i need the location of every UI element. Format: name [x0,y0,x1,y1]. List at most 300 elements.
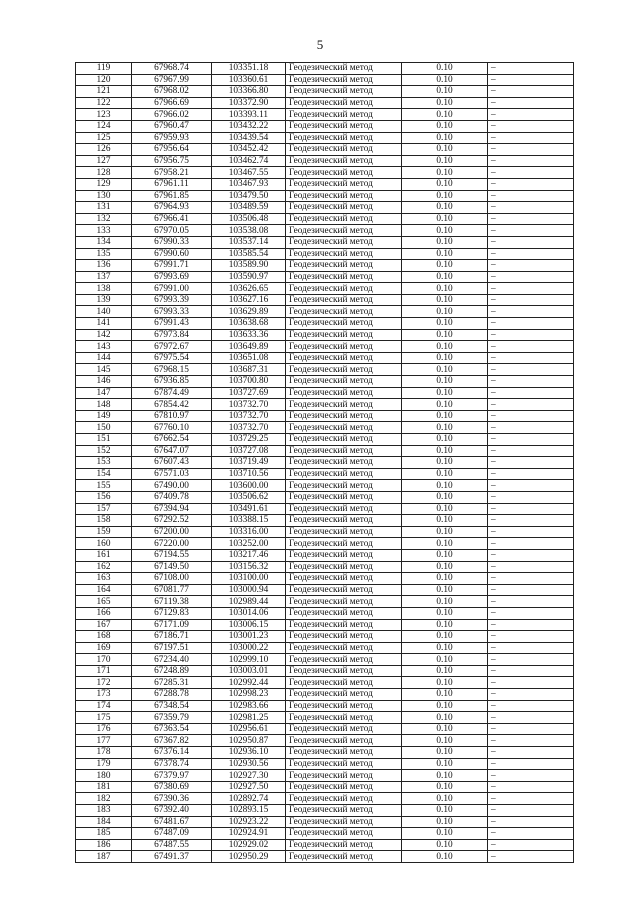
method-cell: Геодезический метод [286,120,402,132]
method-cell: Геодезический метод [286,341,402,353]
table-row [76,677,574,689]
accuracy-cell: 0.10 [402,735,488,747]
point-number-cell: 141 [76,318,132,330]
x-coordinate-cell: 67990.33 [132,236,212,248]
x-coordinate-cell: 67292.52 [132,515,212,527]
method-cell: Геодезический метод [286,178,402,190]
table-row [76,97,574,109]
note-cell: – [488,329,574,341]
point-number-cell: 136 [76,260,132,272]
note-cell: – [488,735,574,747]
method-cell: Геодезический метод [286,422,402,434]
x-coordinate-cell: 67390.36 [132,793,212,805]
method-cell: Геодезический метод [286,167,402,179]
note-cell: – [488,828,574,840]
y-coordinate-cell: 103217.46 [212,549,286,561]
y-coordinate-cell: 102950.29 [212,851,286,863]
x-coordinate-cell: 67959.93 [132,132,212,144]
table-row [76,828,574,840]
note-cell: – [488,619,574,631]
accuracy-cell: 0.10 [402,167,488,179]
method-cell: Геодезический метод [286,63,402,75]
method-cell: Геодезический метод [286,457,402,469]
x-coordinate-cell: 67129.83 [132,607,212,619]
method-cell: Геодезический метод [286,364,402,376]
y-coordinate-cell: 103727.08 [212,445,286,457]
note-cell: – [488,515,574,527]
point-number-cell: 139 [76,294,132,306]
table-row [76,225,574,237]
y-coordinate-cell: 103467.55 [212,167,286,179]
y-coordinate-cell: 103590.97 [212,271,286,283]
x-coordinate-cell: 67993.39 [132,294,212,306]
note-cell: – [488,120,574,132]
table-row [76,190,574,202]
accuracy-cell: 0.10 [402,677,488,689]
table-row [76,584,574,596]
accuracy-cell: 0.10 [402,306,488,318]
point-number-cell: 125 [76,132,132,144]
table-row [76,491,574,503]
table-row [76,202,574,214]
method-cell: Геодезический метод [286,723,402,735]
point-number-cell: 165 [76,596,132,608]
point-number-cell: 148 [76,399,132,411]
y-coordinate-cell: 103700.80 [212,376,286,388]
y-coordinate-cell: 103627.16 [212,294,286,306]
point-number-cell: 130 [76,190,132,202]
accuracy-cell: 0.10 [402,260,488,272]
note-cell: – [488,839,574,851]
point-number-cell: 143 [76,341,132,353]
point-number-cell: 158 [76,515,132,527]
table-row [76,63,574,75]
note-cell: – [488,816,574,828]
note-cell: – [488,387,574,399]
y-coordinate-cell: 103710.56 [212,468,286,480]
note-cell: – [488,109,574,121]
x-coordinate-cell: 67973.84 [132,329,212,341]
point-number-cell: 126 [76,144,132,156]
note-cell: – [488,584,574,596]
accuracy-cell: 0.10 [402,202,488,214]
point-number-cell: 182 [76,793,132,805]
note-cell: – [488,445,574,457]
note-cell: – [488,399,574,411]
y-coordinate-cell: 103633.36 [212,329,286,341]
method-cell: Геодезический метод [286,561,402,573]
note-cell: – [488,364,574,376]
note-cell: – [488,202,574,214]
table-row [76,109,574,121]
note-cell: – [488,97,574,109]
method-cell: Геодезический метод [286,538,402,550]
accuracy-cell: 0.10 [402,132,488,144]
accuracy-cell: 0.10 [402,526,488,538]
note-cell: – [488,318,574,330]
table-row [76,178,574,190]
point-number-cell: 181 [76,781,132,793]
table-row [76,781,574,793]
accuracy-cell: 0.10 [402,619,488,631]
point-number-cell: 146 [76,376,132,388]
note-cell: – [488,723,574,735]
note-cell: – [488,190,574,202]
y-coordinate-cell: 103491.61 [212,503,286,515]
x-coordinate-cell: 67960.47 [132,120,212,132]
note-cell: – [488,468,574,480]
accuracy-cell: 0.10 [402,352,488,364]
accuracy-cell: 0.10 [402,178,488,190]
x-coordinate-cell: 67760.10 [132,422,212,434]
point-number-cell: 155 [76,480,132,492]
method-cell: Геодезический метод [286,155,402,167]
y-coordinate-cell: 103651.08 [212,352,286,364]
method-cell: Геодезический метод [286,549,402,561]
point-number-cell: 127 [76,155,132,167]
y-coordinate-cell: 102924.91 [212,828,286,840]
note-cell: – [488,677,574,689]
accuracy-cell: 0.10 [402,318,488,330]
y-coordinate-cell: 103000.22 [212,642,286,654]
note-cell: – [488,132,574,144]
y-coordinate-cell: 103000.94 [212,584,286,596]
x-coordinate-cell: 67108.00 [132,573,212,585]
accuracy-cell: 0.10 [402,747,488,759]
note-cell: – [488,225,574,237]
accuracy-cell: 0.10 [402,399,488,411]
table-row [76,723,574,735]
table-row [76,526,574,538]
x-coordinate-cell: 67571.03 [132,468,212,480]
table-row [76,758,574,770]
point-number-cell: 173 [76,689,132,701]
point-number-cell: 119 [76,63,132,75]
y-coordinate-cell: 103638.68 [212,318,286,330]
note-cell: – [488,689,574,701]
y-coordinate-cell: 103003.01 [212,665,286,677]
y-coordinate-cell: 103719.49 [212,457,286,469]
accuracy-cell: 0.10 [402,109,488,121]
x-coordinate-cell: 67234.40 [132,654,212,666]
point-number-cell: 184 [76,816,132,828]
x-coordinate-cell: 67956.64 [132,144,212,156]
note-cell: – [488,770,574,782]
y-coordinate-cell: 103506.48 [212,213,286,225]
note-cell: – [488,607,574,619]
accuracy-cell: 0.10 [402,480,488,492]
x-coordinate-cell: 67491.37 [132,851,212,863]
y-coordinate-cell: 102892.74 [212,793,286,805]
point-number-cell: 172 [76,677,132,689]
note-cell: – [488,306,574,318]
y-coordinate-cell: 103649.89 [212,341,286,353]
y-coordinate-cell: 103589.90 [212,260,286,272]
note-cell: – [488,549,574,561]
y-coordinate-cell: 102936.10 [212,747,286,759]
x-coordinate-cell: 67149.50 [132,561,212,573]
method-cell: Геодезический метод [286,642,402,654]
table-row [76,689,574,701]
accuracy-cell: 0.10 [402,271,488,283]
table-row [76,503,574,515]
y-coordinate-cell: 103252.00 [212,538,286,550]
x-coordinate-cell: 67956.75 [132,155,212,167]
point-number-cell: 159 [76,526,132,538]
method-cell: Геодезический метод [286,491,402,503]
note-cell: – [488,63,574,75]
method-cell: Геодезический метод [286,596,402,608]
x-coordinate-cell: 67968.15 [132,364,212,376]
point-number-cell: 145 [76,364,132,376]
x-coordinate-cell: 67487.09 [132,828,212,840]
note-cell: – [488,758,574,770]
method-cell: Геодезический метод [286,839,402,851]
x-coordinate-cell: 67854.42 [132,399,212,411]
method-cell: Геодезический метод [286,851,402,863]
x-coordinate-cell: 67968.74 [132,63,212,75]
y-coordinate-cell: 103600.00 [212,480,286,492]
method-cell: Геодезический метод [286,236,402,248]
x-coordinate-cell: 67119.38 [132,596,212,608]
method-cell: Геодезический метод [286,213,402,225]
accuracy-cell: 0.10 [402,341,488,353]
point-number-cell: 134 [76,236,132,248]
method-cell: Геодезический метод [286,747,402,759]
y-coordinate-cell: 103156.32 [212,561,286,573]
y-coordinate-cell: 103439.54 [212,132,286,144]
method-cell: Геодезический метод [286,86,402,98]
method-cell: Геодезический метод [286,515,402,527]
accuracy-cell: 0.10 [402,851,488,863]
table-row [76,747,574,759]
accuracy-cell: 0.10 [402,770,488,782]
table-row [76,352,574,364]
note-cell: – [488,793,574,805]
note-cell: – [488,376,574,388]
point-number-cell: 135 [76,248,132,260]
x-coordinate-cell: 67394.94 [132,503,212,515]
x-coordinate-cell: 67288.78 [132,689,212,701]
point-number-cell: 137 [76,271,132,283]
y-coordinate-cell: 102930.56 [212,758,286,770]
accuracy-cell: 0.10 [402,97,488,109]
accuracy-cell: 0.10 [402,793,488,805]
note-cell: – [488,155,574,167]
y-coordinate-cell: 103732.70 [212,399,286,411]
y-coordinate-cell: 102927.50 [212,781,286,793]
y-coordinate-cell: 102992.44 [212,677,286,689]
table-row [76,573,574,585]
y-coordinate-cell: 102927.30 [212,770,286,782]
note-cell: – [488,712,574,724]
table-row [76,167,574,179]
x-coordinate-cell: 67966.02 [132,109,212,121]
accuracy-cell: 0.10 [402,816,488,828]
table-row [76,318,574,330]
method-cell: Геодезический метод [286,202,402,214]
note-cell: – [488,538,574,550]
method-cell: Геодезический метод [286,677,402,689]
note-cell: – [488,86,574,98]
note-cell: – [488,526,574,538]
note-cell: – [488,642,574,654]
point-number-cell: 120 [76,74,132,86]
accuracy-cell: 0.10 [402,781,488,793]
accuracy-cell: 0.10 [402,689,488,701]
note-cell: – [488,410,574,422]
note-cell: – [488,654,574,666]
x-coordinate-cell: 67200.00 [132,526,212,538]
accuracy-cell: 0.10 [402,329,488,341]
accuracy-cell: 0.10 [402,712,488,724]
table-row [76,793,574,805]
x-coordinate-cell: 67647.07 [132,445,212,457]
note-cell: – [488,573,574,585]
x-coordinate-cell: 67220.00 [132,538,212,550]
note-cell: – [488,283,574,295]
accuracy-cell: 0.10 [402,561,488,573]
point-number-cell: 176 [76,723,132,735]
method-cell: Геодезический метод [286,376,402,388]
method-cell: Геодезический метод [286,260,402,272]
table-row [76,144,574,156]
y-coordinate-cell: 103732.70 [212,422,286,434]
note-cell: – [488,665,574,677]
y-coordinate-cell: 103366.80 [212,86,286,98]
point-number-cell: 177 [76,735,132,747]
table-row [76,607,574,619]
table-row [76,341,574,353]
point-number-cell: 147 [76,387,132,399]
accuracy-cell: 0.10 [402,828,488,840]
method-cell: Геодезический метод [286,410,402,422]
y-coordinate-cell: 103585.54 [212,248,286,260]
method-cell: Геодезический метод [286,735,402,747]
method-cell: Геодезический метод [286,144,402,156]
x-coordinate-cell: 67991.71 [132,260,212,272]
method-cell: Геодезический метод [286,700,402,712]
accuracy-cell: 0.10 [402,364,488,376]
accuracy-cell: 0.10 [402,549,488,561]
x-coordinate-cell: 67607.43 [132,457,212,469]
method-cell: Геодезический метод [286,758,402,770]
table-row [76,457,574,469]
x-coordinate-cell: 67961.85 [132,190,212,202]
accuracy-cell: 0.10 [402,654,488,666]
table-row [76,700,574,712]
accuracy-cell: 0.10 [402,631,488,643]
y-coordinate-cell: 103001.23 [212,631,286,643]
note-cell: – [488,851,574,863]
table-row [76,642,574,654]
table-row [76,422,574,434]
table-row [76,839,574,851]
point-number-cell: 156 [76,491,132,503]
note-cell: – [488,213,574,225]
y-coordinate-cell: 102983.66 [212,700,286,712]
point-number-cell: 171 [76,665,132,677]
note-cell: – [488,596,574,608]
method-cell: Геодезический метод [286,190,402,202]
accuracy-cell: 0.10 [402,503,488,515]
method-cell: Геодезический метод [286,387,402,399]
x-coordinate-cell: 67810.97 [132,410,212,422]
accuracy-cell: 0.10 [402,805,488,817]
accuracy-cell: 0.10 [402,86,488,98]
note-cell: – [488,74,574,86]
y-coordinate-cell: 103629.89 [212,306,286,318]
y-coordinate-cell: 103467.93 [212,178,286,190]
table-row [76,631,574,643]
note-cell: – [488,631,574,643]
table-row [76,399,574,411]
note-cell: – [488,260,574,272]
accuracy-cell: 0.10 [402,491,488,503]
point-number-cell: 121 [76,86,132,98]
x-coordinate-cell: 67966.41 [132,213,212,225]
accuracy-cell: 0.10 [402,410,488,422]
table-row [76,248,574,260]
accuracy-cell: 0.10 [402,376,488,388]
accuracy-cell: 0.10 [402,445,488,457]
note-cell: – [488,457,574,469]
method-cell: Геодезический метод [286,526,402,538]
x-coordinate-cell: 67936.85 [132,376,212,388]
table-row [76,294,574,306]
table-row [76,410,574,422]
x-coordinate-cell: 67662.54 [132,434,212,446]
table-row [76,387,574,399]
table-row [76,132,574,144]
x-coordinate-cell: 67081.77 [132,584,212,596]
table-row [76,434,574,446]
method-cell: Геодезический метод [286,805,402,817]
method-cell: Геодезический метод [286,607,402,619]
table-row [76,376,574,388]
x-coordinate-cell: 67958.21 [132,167,212,179]
table-row [76,445,574,457]
x-coordinate-cell: 67966.69 [132,97,212,109]
table-row [76,260,574,272]
table-row [76,155,574,167]
method-cell: Геодезический метод [286,283,402,295]
note-cell: – [488,700,574,712]
table-row [76,619,574,631]
accuracy-cell: 0.10 [402,573,488,585]
accuracy-cell: 0.10 [402,387,488,399]
y-coordinate-cell: 102998.23 [212,689,286,701]
point-number-cell: 175 [76,712,132,724]
accuracy-cell: 0.10 [402,758,488,770]
y-coordinate-cell: 102981.25 [212,712,286,724]
point-number-cell: 183 [76,805,132,817]
x-coordinate-cell: 67367.82 [132,735,212,747]
method-cell: Геодезический метод [286,445,402,457]
point-number-cell: 170 [76,654,132,666]
x-coordinate-cell: 67376.14 [132,747,212,759]
point-number-cell: 167 [76,619,132,631]
point-number-cell: 138 [76,283,132,295]
y-coordinate-cell: 103537.14 [212,236,286,248]
table-row [76,538,574,550]
note-cell: – [488,294,574,306]
table-row [76,236,574,248]
accuracy-cell: 0.10 [402,584,488,596]
point-number-cell: 161 [76,549,132,561]
point-number-cell: 160 [76,538,132,550]
x-coordinate-cell: 67363.54 [132,723,212,735]
